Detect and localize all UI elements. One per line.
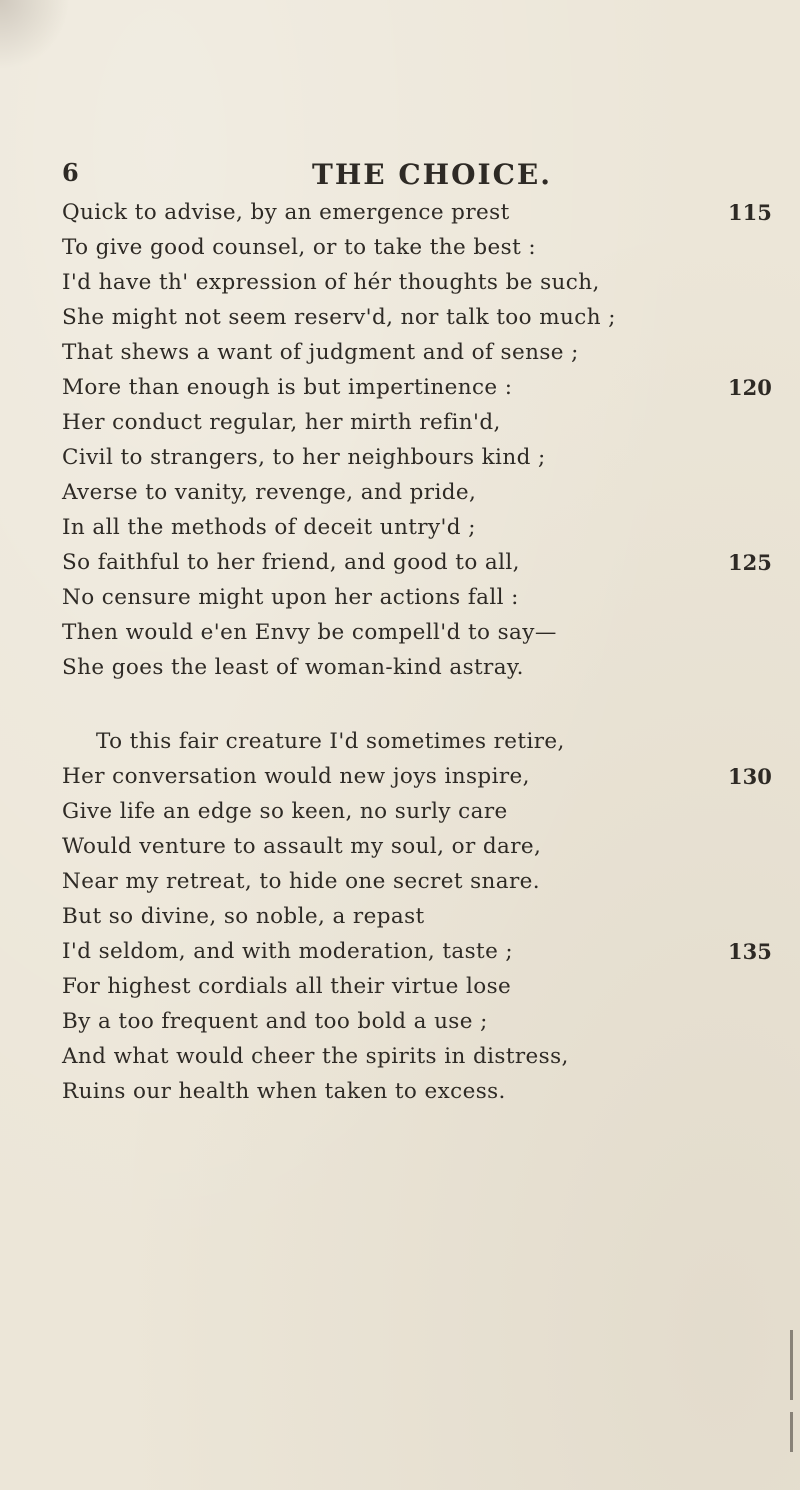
line-number: 135 xyxy=(728,939,772,964)
verse-line: More than enough is but impertinence : xyxy=(62,375,513,400)
verse-line: Then would e'en Envy be compell'd to say— xyxy=(62,620,557,645)
verse-line: But so divine, so noble, a repast xyxy=(62,904,425,929)
verse-line: I'd seldom, and with moderation, taste ; xyxy=(62,939,514,964)
verse-line: In all the methods of deceit untry'd ; xyxy=(62,515,476,540)
verse-line: No censure might upon her actions fall : xyxy=(62,585,519,610)
verse-line: I'd have th' expression of hér thoughts be such, xyxy=(62,270,600,295)
verse-line: To give good counsel, or to take the best : xyxy=(62,235,537,260)
verse-line: Ruins our health when taken to excess. xyxy=(62,1079,506,1104)
verse-line: Give life an edge so keen, no surly care xyxy=(62,799,508,824)
edge-mark xyxy=(790,1412,793,1452)
verse-line: To this fair creature I'd sometimes retire, xyxy=(96,729,565,754)
line-number: 130 xyxy=(728,764,772,789)
edge-mark xyxy=(790,1330,793,1400)
verse-line: Averse to vanity, revenge, and pride, xyxy=(62,480,477,505)
verse-line: Civil to strangers, to her neighbours kind ; xyxy=(62,445,546,470)
page-number: 6 xyxy=(62,158,79,187)
verse-line: Quick to advise, by an emergence prest xyxy=(62,200,510,225)
verse-line: That shews a want of judgment and of sense ; xyxy=(62,340,579,365)
verse-line: And what would cheer the spirits in distress, xyxy=(62,1044,569,1069)
verse-line: Her conversation would new joys inspire, xyxy=(62,764,530,789)
verse-line: She might not seem reserv'd, nor talk too much ; xyxy=(62,305,616,330)
line-number: 115 xyxy=(728,200,772,225)
line-number: 125 xyxy=(728,550,772,575)
verse-line: By a too frequent and too bold a use ; xyxy=(62,1009,488,1034)
verse-line: Near my retreat, to hide one secret snare. xyxy=(62,869,541,894)
line-number: 120 xyxy=(728,375,772,400)
verse-line: Her conduct regular, her mirth refin'd, xyxy=(62,410,501,435)
verse-line: Would venture to assault my soul, or dare, xyxy=(62,834,542,859)
page-header xyxy=(62,158,762,198)
verse-line: So faithful to her friend, and good to all, xyxy=(62,550,520,575)
corner-stain xyxy=(0,0,70,70)
verse-line: For highest cordials all their virtue lose xyxy=(62,974,512,999)
running-title: THE CHOICE. xyxy=(312,158,552,191)
verse-line: She goes the least of woman-kind astray. xyxy=(62,655,524,680)
